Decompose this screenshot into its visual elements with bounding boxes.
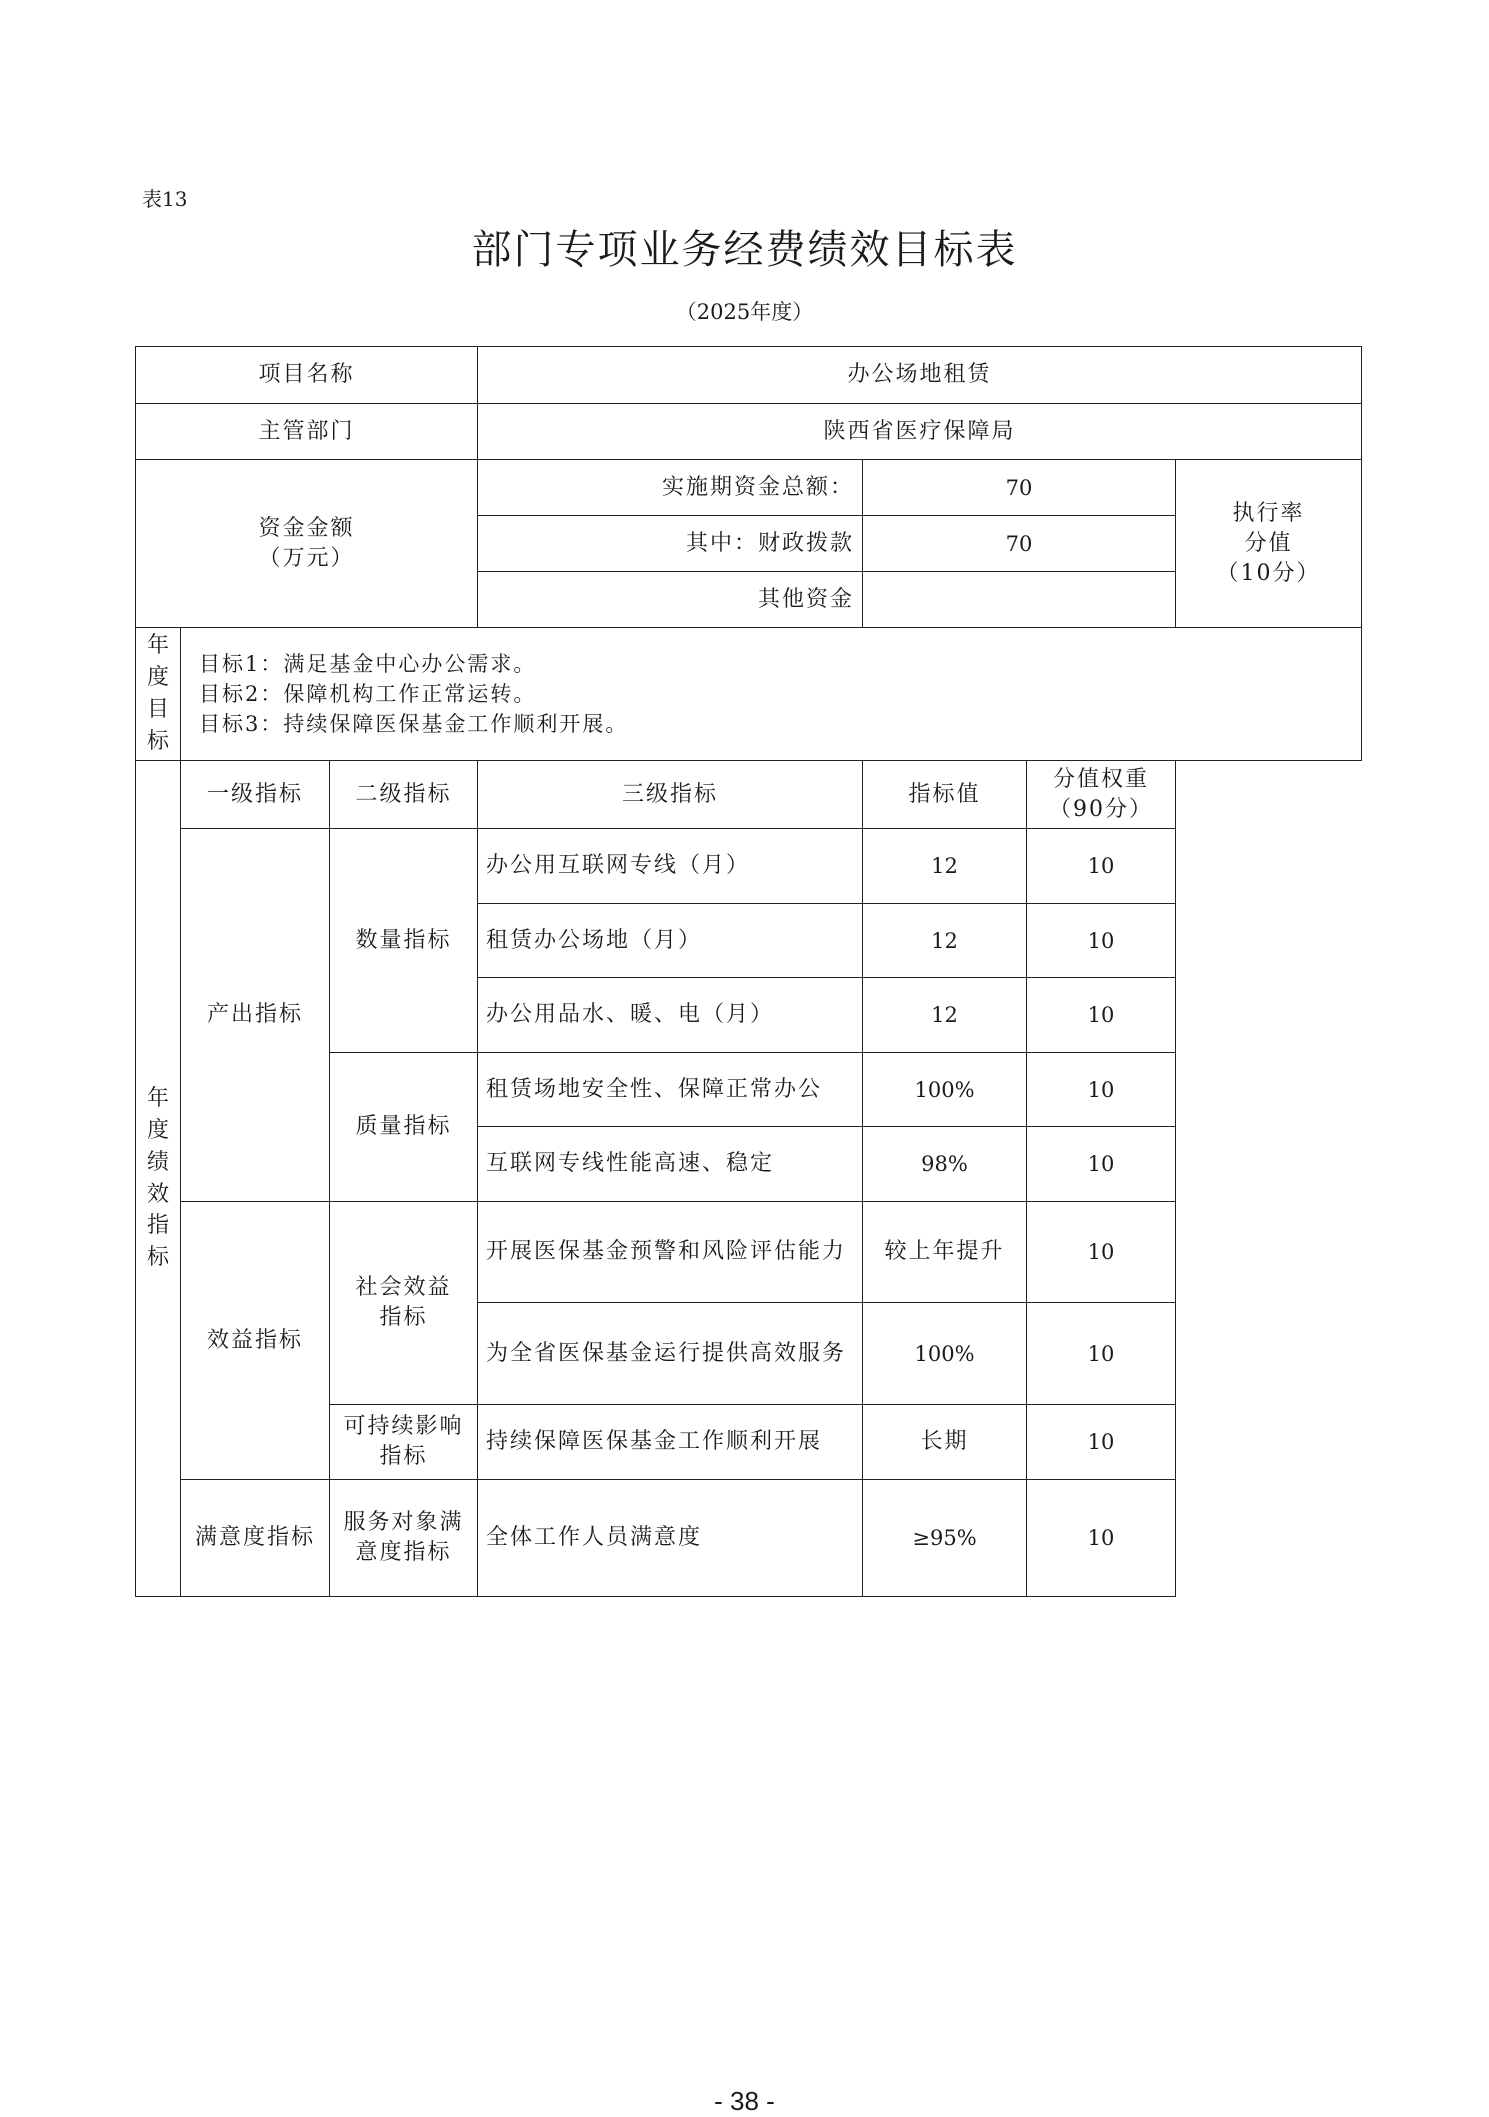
department-value: 陕西省医疗保障局 <box>478 404 1362 460</box>
indicator-value: 98% <box>863 1127 1027 1202</box>
goal-item: 目标3：持续保障医保基金工作顺利开展。 <box>199 712 629 736</box>
fiscal-value: 70 <box>863 516 1176 572</box>
table-row <box>136 1480 1362 1597</box>
indicator-name: 全体工作人员满意度 <box>478 1480 863 1597</box>
indicator-name: 为全省医保基金运行提供高效服务 <box>478 1303 863 1405</box>
rate-line1: 执行率 <box>1232 500 1305 526</box>
indicator-weight: 10 <box>1027 829 1176 904</box>
table-row <box>136 1202 1362 1303</box>
execution-rate-score <box>1176 460 1362 628</box>
quality-indicator-label: 质量指标 <box>330 1053 478 1202</box>
indicator-value: 12 <box>863 829 1027 904</box>
indicator-weight: 10 <box>1027 1053 1176 1127</box>
funds-total-row <box>136 460 1362 516</box>
header-weight: 分值权重 （90分） <box>1027 761 1176 829</box>
indicator-value: 长期 <box>863 1405 1027 1480</box>
document-title: 部门专项业务经费绩效目标表 <box>471 227 1018 273</box>
indicator-weight: 10 <box>1027 978 1176 1053</box>
department-label: 主管部门 <box>136 404 478 460</box>
goal-item: 目标1：满足基金中心办公需求。 <box>199 652 537 676</box>
indicator-weight: 10 <box>1027 904 1176 978</box>
other-funds-value <box>863 572 1176 628</box>
rate-line2: 分值 <box>1244 530 1293 556</box>
indicator-name: 租赁场地安全性、保障正常办公 <box>478 1053 863 1127</box>
rate-line3: （10分） <box>1216 560 1321 586</box>
indicator-weight: 10 <box>1027 1303 1176 1405</box>
indicator-weight: 10 <box>1027 1405 1176 1480</box>
social-benefit-label: 社会效益 指标 <box>330 1202 478 1405</box>
project-name-value: 办公场地租赁 <box>478 347 1362 404</box>
indicator-value: 100% <box>863 1053 1027 1127</box>
performance-indicators-label: 年度绩效指标 <box>136 761 181 1597</box>
benefit-indicator-label: 效益指标 <box>181 1202 330 1480</box>
annual-goals-content <box>181 628 1362 761</box>
indicator-name: 办公用互联网专线（月） <box>478 829 863 904</box>
goal-item: 目标2：保障机构工作正常运转。 <box>199 682 537 706</box>
indicator-weight: 10 <box>1027 1480 1176 1597</box>
performance-goal-table <box>135 346 1362 1597</box>
annual-goals-label: 年度目标 <box>136 628 181 761</box>
indicator-value: 100% <box>863 1303 1027 1405</box>
indicator-name: 开展医保基金预警和风险评估能力 <box>478 1202 863 1303</box>
document-year: （2025年度） <box>675 300 814 324</box>
funds-label <box>136 460 478 628</box>
indicator-value: ≥95% <box>863 1480 1027 1597</box>
funds-total-label: 实施期资金总额： <box>478 460 863 516</box>
indicator-header-row <box>136 761 1362 829</box>
satisfaction-indicator-label: 满意度指标 <box>181 1480 330 1597</box>
indicator-name: 租赁办公场地（月） <box>478 904 863 978</box>
funds-label-line2: （万元） <box>258 545 355 571</box>
sustainability-label: 可持续影响 指标 <box>330 1405 478 1480</box>
indicator-name: 办公用品水、暖、电（月） <box>478 978 863 1053</box>
header-level3: 三级指标 <box>478 761 863 829</box>
table-row <box>136 829 1362 904</box>
project-name-label: 项目名称 <box>136 347 478 404</box>
indicator-value: 较上年提升 <box>863 1202 1027 1303</box>
indicator-value: 12 <box>863 904 1027 978</box>
page-number: - 38 - <box>714 2086 775 2116</box>
indicator-name: 持续保障医保基金工作顺利开展 <box>478 1405 863 1480</box>
department-row <box>136 404 1362 460</box>
funds-label-line1: 资金金额 <box>258 515 355 541</box>
fiscal-label: 其中：财政拨款 <box>478 516 863 572</box>
table-label: 表13 <box>142 187 188 211</box>
header-level1: 一级指标 <box>181 761 330 829</box>
other-funds-label: 其他资金 <box>478 572 863 628</box>
indicator-value: 12 <box>863 978 1027 1053</box>
indicator-weight: 10 <box>1027 1202 1176 1303</box>
annual-goals-row <box>136 628 1362 761</box>
funds-total-value: 70 <box>863 460 1176 516</box>
indicator-weight: 10 <box>1027 1127 1176 1202</box>
quantity-indicator-label: 数量指标 <box>330 829 478 1053</box>
output-indicator-label: 产出指标 <box>181 829 330 1202</box>
service-satisfaction-label: 服务对象满 意度指标 <box>330 1480 478 1597</box>
indicator-name: 互联网专线性能高速、稳定 <box>478 1127 863 1202</box>
project-name-row <box>136 347 1362 404</box>
header-value: 指标值 <box>863 761 1027 829</box>
header-level2: 二级指标 <box>330 761 478 829</box>
